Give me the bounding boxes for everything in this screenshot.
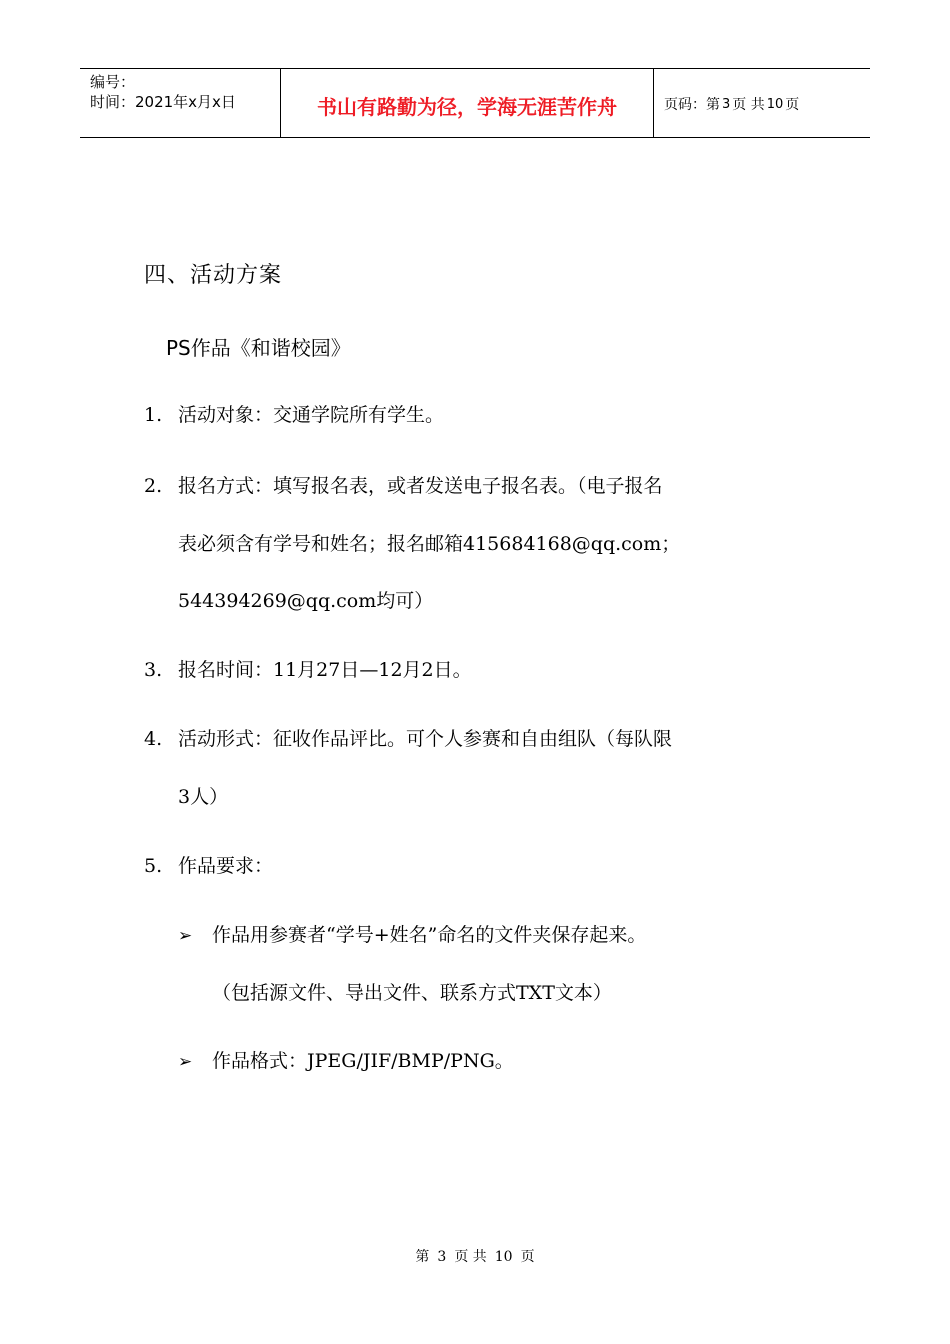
number-label: 编号： <box>90 73 136 91</box>
list-item-continuation: 表必须含有学号和姓名；报名邮箱415684168@qq.com； <box>178 533 681 555</box>
section-title: 四、活动方案 <box>144 263 283 288</box>
bullet-item <box>178 920 646 947</box>
page-current: 3 <box>722 96 731 112</box>
list-number: 3. <box>144 659 163 681</box>
list-text: 报名时间：11月27日—12月2日。 <box>178 659 472 681</box>
page-header <box>80 68 870 138</box>
page-total: 10 <box>766 96 784 112</box>
page-footer <box>0 1246 950 1266</box>
page-prefix: 页码：第 <box>664 97 720 113</box>
list-item-continuation: 3人） <box>178 786 229 808</box>
header-page-cell <box>654 69 870 137</box>
motto: 书山有路勤为径，学海无涯苦作舟 <box>317 94 617 119</box>
list-number: 5. <box>144 855 163 877</box>
arrow-right-icon: ➢ <box>178 926 193 946</box>
header-motto-cell <box>281 69 654 137</box>
bullet-text: 作品用参赛者“学号+姓名”命名的文件夹保存起来。 <box>212 924 647 946</box>
list-item-continuation: 544394269@qq.com均可） <box>178 590 434 612</box>
list-item <box>144 851 273 878</box>
list-number: 1. <box>144 404 163 426</box>
list-number: 4. <box>144 728 163 750</box>
bullet-continuation: （包括源文件、导出文件、联系方式TXT文本） <box>212 982 612 1004</box>
header-meta-cell <box>80 69 281 137</box>
list-item <box>144 471 663 498</box>
bullet-text: 作品格式：JPEG/JIF/BMP/PNG。 <box>212 1050 514 1072</box>
page-mid: 页 共 <box>732 97 765 113</box>
list-item <box>144 724 672 751</box>
list-text: 作品要求： <box>178 855 274 877</box>
page-suffix: 页 <box>785 97 800 113</box>
list-number: 2. <box>144 475 163 497</box>
footer-total: 10 <box>494 1249 513 1265</box>
time-label: 时间：2021年x月x日 <box>90 93 236 111</box>
arrow-right-icon: ➢ <box>178 1052 193 1072</box>
list-item <box>144 655 472 682</box>
bullet-item <box>178 1046 514 1073</box>
footer-current: 3 <box>437 1249 447 1265</box>
list-text: 报名方式：填写报名表，或者发送电子报名表。（电子报名 <box>178 475 663 497</box>
list-text: 活动形式：征收作品评比。可个人参赛和自由组队（每队限 <box>178 728 673 750</box>
list-text: 活动对象：交通学院所有学生。 <box>178 404 445 426</box>
footer-mid: 页 共 <box>454 1249 487 1265</box>
list-item <box>144 400 444 427</box>
footer-suffix: 页 <box>520 1249 535 1265</box>
footer-prefix: 第 <box>415 1249 430 1265</box>
subtitle: PS作品《和谐校园》 <box>166 336 351 360</box>
